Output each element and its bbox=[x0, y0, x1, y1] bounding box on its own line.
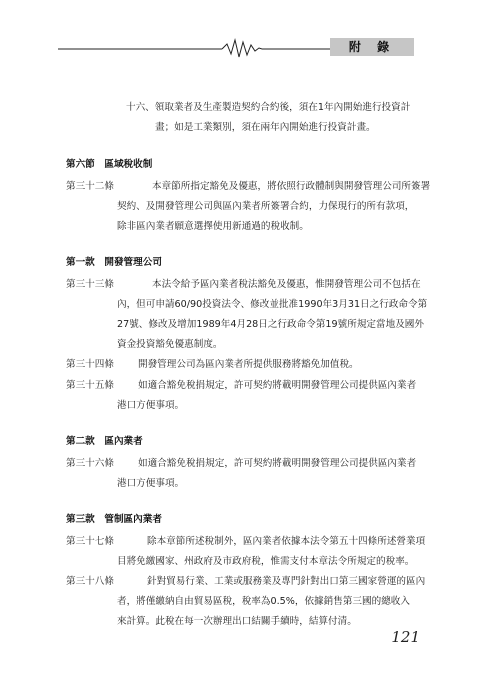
clause-16-line-2: 畫；如是工業類別，須在兩年內開始進行投資計畫。 bbox=[155, 122, 376, 133]
subsection-2-heading: 第二款 區內業者 bbox=[66, 436, 143, 447]
article-32-label: 第三十二條 bbox=[66, 181, 114, 192]
section-label: 附 錄 bbox=[348, 40, 396, 54]
page-number: 121 bbox=[391, 628, 420, 646]
article-32-line-1: 本章節所指定豁免及優惠，將依照行政體制與開發管理公司所簽署 bbox=[152, 181, 431, 192]
article-33-line-2: 內，但可申請60/90投資法令、修改並批准1990年3月31日之行政命令第 bbox=[117, 299, 428, 310]
article-32-line-3: 除非區內業者願意選擇使用新通過的稅收制。 bbox=[117, 221, 309, 232]
article-33-line-3: 27號、修改及增加1989年4月28日之行政命令第19號所規定當地及國外 bbox=[117, 319, 424, 330]
article-38-line-3: 來計算。此稅在每一次辦理出口結關手續時，結算付清。 bbox=[117, 616, 357, 627]
article-36-line-1: 如適合豁免稅捐規定，許可契約將載明開發管理公司提供區內業者 bbox=[138, 458, 417, 469]
subsection-1-heading: 第一款 開發管理公司 bbox=[66, 257, 162, 268]
article-36-label: 第三十六條 bbox=[66, 458, 114, 469]
article-37-line-1: 除本章節所述稅制外，區內業者依據本法令第五十四條所述營業項 bbox=[147, 536, 426, 547]
clause-16-line-1: 十六、領取業者及生產製造契約合約後，須在1年內開始進行投資計 bbox=[126, 102, 411, 113]
article-33-line-4: 資金投資豁免優惠制度。 bbox=[117, 339, 223, 350]
article-33-label: 第三十三條 bbox=[66, 279, 114, 290]
article-35-line-2: 港口方便事項。 bbox=[117, 400, 185, 411]
running-header bbox=[0, 36, 480, 60]
section-6-heading: 第六節 區域稅收制 bbox=[66, 159, 153, 170]
article-34-label: 第三十四條 bbox=[66, 359, 114, 370]
article-34-line-1: 開發管理公司為區內業者所提供服務將豁免加值稅。 bbox=[138, 359, 359, 370]
article-37-label: 第三十七條 bbox=[66, 536, 114, 547]
article-32-line-2: 契約、及開發管理公司與區內業者所簽署合約，力保現行的所有款項， bbox=[117, 201, 415, 212]
article-35-label: 第三十五條 bbox=[66, 380, 114, 391]
article-38-line-2: 者，將僅繳納自由貿易區稅，稅率為0.5%，依據銷售第三國的總收入 bbox=[117, 596, 410, 607]
article-38-line-1: 針對貿易行業、工業或服務業及專門針對出口第三國家營運的區內 bbox=[147, 576, 426, 587]
article-35-line-1: 如適合豁免稅捐規定，許可契約將載明開發管理公司提供區內業者 bbox=[138, 380, 417, 391]
subsection-3-heading: 第三款 管制區內業者 bbox=[66, 514, 162, 525]
article-38-label: 第三十八條 bbox=[66, 576, 114, 587]
article-33-line-1: 本法令給予區內業者稅法豁免及優惠，惟開發管理公司不包括在 bbox=[152, 279, 421, 290]
article-36-line-2: 港口方便事項。 bbox=[117, 478, 185, 489]
article-37-line-2: 目將免繳國家、州政府及市政府稅，惟需支付本章法令所規定的稅率。 bbox=[117, 556, 415, 567]
